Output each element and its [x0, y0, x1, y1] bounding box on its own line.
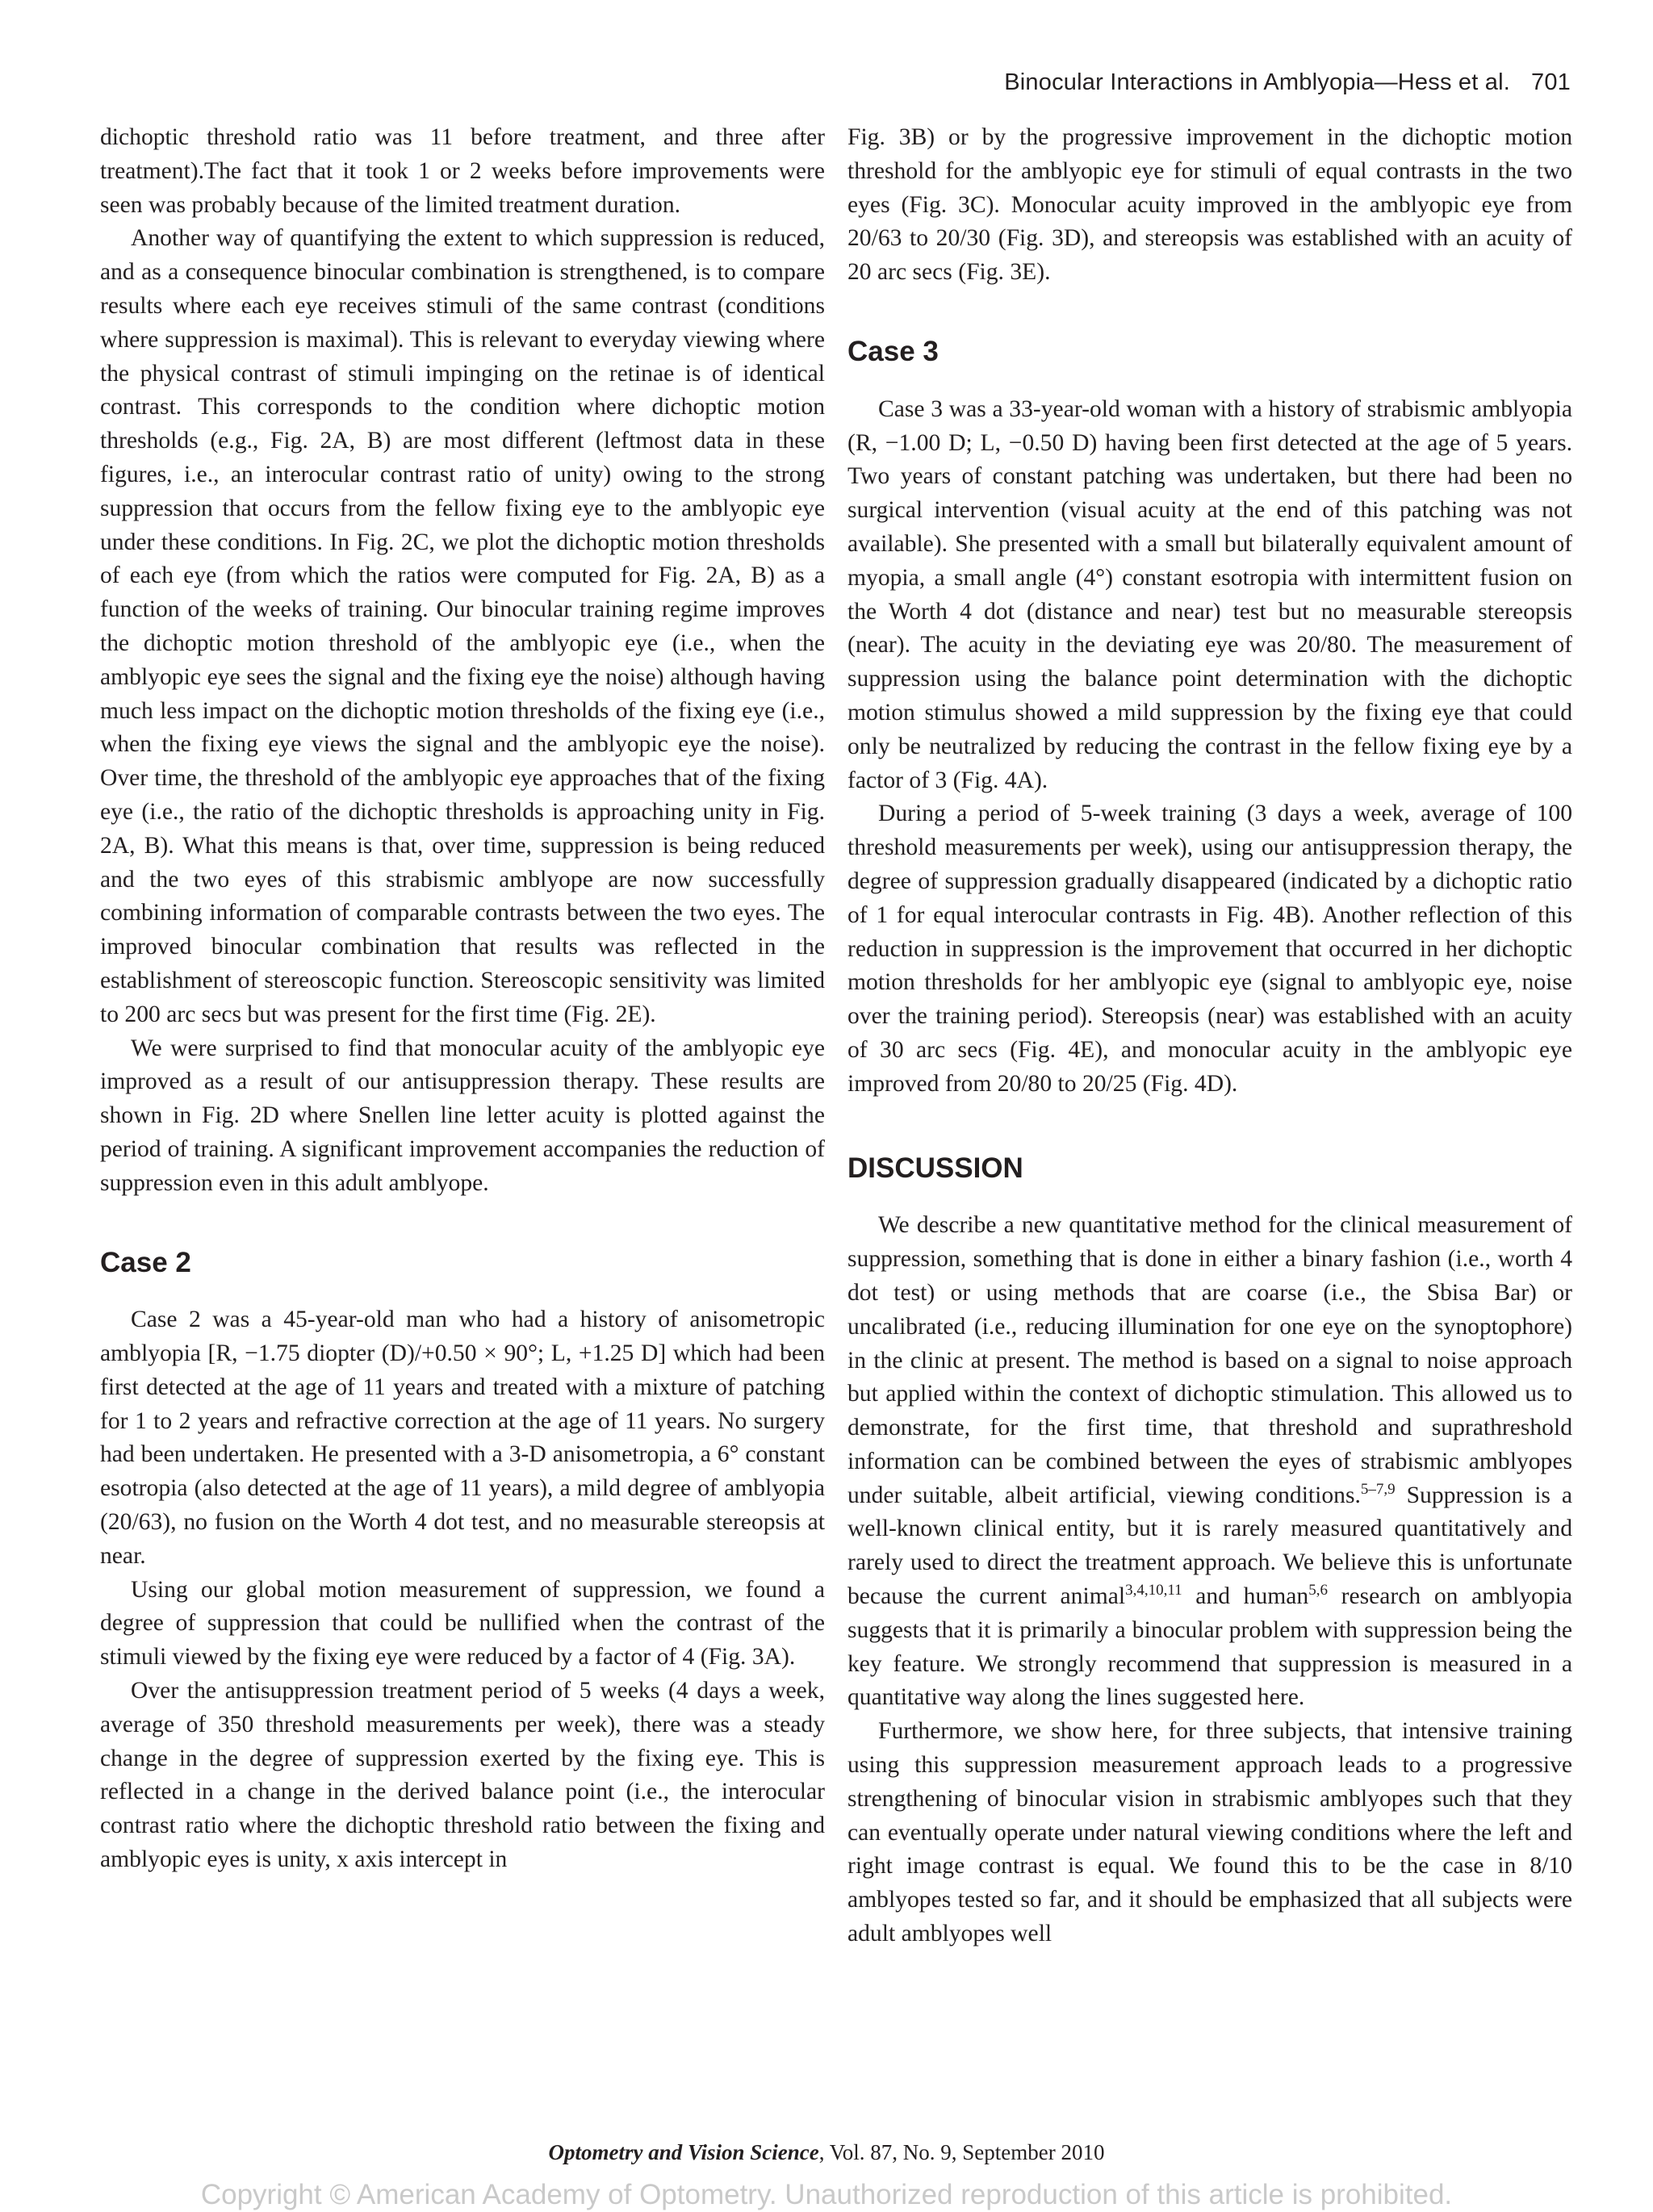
paragraph: [847, 1209, 1572, 1715]
page-number: 701: [1531, 69, 1571, 95]
running-title: Binocular Interactions in Amblyopia—Hess et al.: [1004, 69, 1510, 95]
case2-heading: Case 2: [100, 1246, 191, 1278]
paragraph: Using our global motion measurement of suppression, we found a degree of suppression that could be nullified when the contrast of the stimuli viewed by the fixing eye were reduced by a factor of 4 (Fig. 3A).: [100, 1576, 825, 1670]
running-head: [1004, 69, 1571, 96]
left-column: [100, 121, 825, 1877]
right-column: [847, 121, 1572, 1951]
text-run: and human: [1182, 1583, 1309, 1610]
citation-ref: 5–7,9: [1360, 1480, 1396, 1498]
case3-heading: Case 3: [847, 335, 939, 367]
citation-ref: 3,4,10,11: [1125, 1582, 1182, 1599]
citation-ref: 5,6: [1308, 1582, 1328, 1599]
paragraph: Fig. 3B) or by the progressive improvement in the dichoptic motion threshold for the amblyopic eye for stimuli of equal contrasts in the two eyes (Fig. 3C). Monocular acuity improved in the amblyopic eye from 20/63 to 20/30 (Fig. 3D), and stereopsis was established with an acuity of 20 arc secs (Fig. 3E).: [847, 124, 1572, 286]
paragraph: Another way of quantifying the extent to which suppression is reduced, and as a consequence binocular combination is strengthened, is to compare results where each eye receives stimuli of the same contrast (conditions where suppression is maximal). This is relevant to everyday viewing where the physical contrast of stimuli impinging on the retinae is of identical contrast. This corresponds to the condition where dichoptic motion thresholds (e.g., Fig. 2A, B) are most different (leftmost data in these figures, i.e., an interocular contrast ratio of unity) owing to the strong suppression that occurs from the fellow fixing eye to the amblyopic eye under these conditions. In Fig. 2C, we plot the dichoptic motion thresholds of each eye (from which the ratios were computed for Fig. 2A, B) as a function of the weeks of training. Our binocular training regime improves the dichoptic motion threshold of the amblyopic eye (i.e., when the amblyopic eye sees the signal and the fixing eye the noise) although having much less impact on the dichoptic motion thresholds of the fixing eye (i.e., when the fixing eye views the signal and the amblyopic eye the noise). Over time, the threshold of the amblyopic eye approaches that of the fixing eye (i.e., the ratio of the dichoptic thresholds is approaching unity in Fig. 2A, B). What this means is that, over time, suppression is being reduced and the two eyes of this strabismic amblyope are now successfully combining information of comparable contrasts between the two eyes. The improved binocular combination that results was reflected in the establishment of stereoscopic function. Stereoscopic sensitivity was limited to 200 arc secs but was present for the first time (Fig. 2E).: [100, 225, 825, 1027]
journal-citation: , Vol. 87, No. 9, September 2010: [818, 2140, 1105, 2164]
text-run: research on amblyopia suggests that it is primarily a binocular problem with suppression being the key feature. We strongly recommend that suppression is measured in a quantitative way along the lines suggested here.: [847, 1583, 1572, 1711]
paragraph: Furthermore, we show here, for three subjects, that intensive training using this suppression measurement approach leads to a progressive strengthening of binocular vision in strabismic amblyopes such that they can eventually operate under natural viewing conditions where the left and right image contrast is equal. We found this to be the case in 8/10 amblyopes tested so far, and it should be emphasized that all subjects were adult amblyopes well: [847, 1718, 1572, 1947]
paragraph: Case 2 was a 45-year-old man who had a history of anisometropic amblyopia [R, −1.75 diopter (D)/+0.50 × 90°; L, +1.25 D] which had been first detected at the age of 11 years and treated with a mixture of patching for 1 to 2 years and refractive correction at the age of 11 years. No surgery had been undertaken. He presented with a 3-D anisometropia, a 6° constant esotropia (also detected at the age of 11 years), a mild degree of amblyopia (20/63), no fusion on the Worth 4 dot test, and no measurable stereopsis at near.: [100, 1307, 825, 1569]
discussion-heading: DISCUSSION: [847, 1152, 1023, 1184]
text-run: We describe a new quantitative method for the clinical measurement of suppression, something that is done in either a binary fashion (i.e., worth 4 dot test) or using methods that are coarse (i.e., the Sbisa Bar) or uncalibrated (i.e., reducing illumination for one eye on the synoptophore) in the clinic at present. The method is based on a signal to noise approach but applied within the context of dichoptic stimulation. This allowed us to demonstrate, for the first time, that threshold and suprathreshold information can be combined between the eyes of strabismic amblyopes under suitable, albeit artificial, viewing conditions.: [847, 1212, 1572, 1508]
paragraph: We were surprised to find that monocular acuity of the amblyopic eye improved as a result of our antisuppression therapy. These results are shown in Fig. 2D where Snellen line letter acuity is plotted against the period of training. A significant improvement accompanies the reduction of suppression even in this adult amblyope.: [100, 1035, 825, 1196]
paragraph: Case 3 was a 33-year-old woman with a history of strabismic amblyopia (R, −1.00 D; L, −0.50 D) having been first detected at the age of 5 years. Two years of constant patching was undertaken, but there had been no surgical intervention (visual acuity at the end of this patching was not available). She presented with a small but bilaterally equivalent amount of myopia, a small angle (4°) constant esotropia with intermittent fusion on the Worth 4 dot (distance and near) test but no measurable stereopsis (near). The acuity in the deviating eye was 20/80. The measurement of suppression using the balance point determination with the dichoptic motion stimulus showed a mild suppression by the fixing eye that could only be neutralized by reducing the contrast in the fellow fixing eye by a factor of 3 (Fig. 4A).: [847, 395, 1572, 793]
paragraph: dichoptic threshold ratio was 11 before treatment, and three after treatment).The fact that it took 1 or 2 weeks before improvements were seen was probably because of the limited treatment duration.: [100, 124, 825, 218]
copyright-notice: Copyright © American Academy of Optometry. Unauthorized reproduction of this article is prohibited.: [200, 2179, 1453, 2210]
paragraph: During a period of 5-week training (3 days a week, average of 100 threshold measurements per week), using our antisuppression therapy, the degree of suppression gradually disappeared (indicated by a dichoptic ratio of 1 for equal interocular contrasts in Fig. 4B). Another reflection of this reduction in suppression is the improvement that occurred in her dichoptic motion thresholds for her amblyopic eye (signal to amblyopic eye, noise over the training period). Stereopsis (near) was established with an acuity of 30 arc secs (Fig. 4E), and monocular acuity in the amblyopic eye improved from 20/80 to 20/25 (Fig. 4D).: [847, 801, 1572, 1097]
journal-name: Optometry and Vision Science: [548, 2140, 819, 2164]
paragraph: Over the antisuppression treatment period of 5 weeks (4 days a week, average of 350 threshold measurements per week), there was a steady change in the degree of suppression exerted by the fixing eye. This is reflected in a change in the derived balance point (i.e., the interocular contrast ratio where the dichoptic threshold ratio between the fixing and amblyopic eyes is unity, x axis intercept in: [100, 1678, 825, 1873]
text-run: Suppression is a well-known clinical entity, but it is rarely measured quantitatively and rarely used to direct the treatment approach. We believe this is unfortunate because the current animal: [847, 1482, 1572, 1610]
journal-footer: [0, 2140, 1653, 2165]
